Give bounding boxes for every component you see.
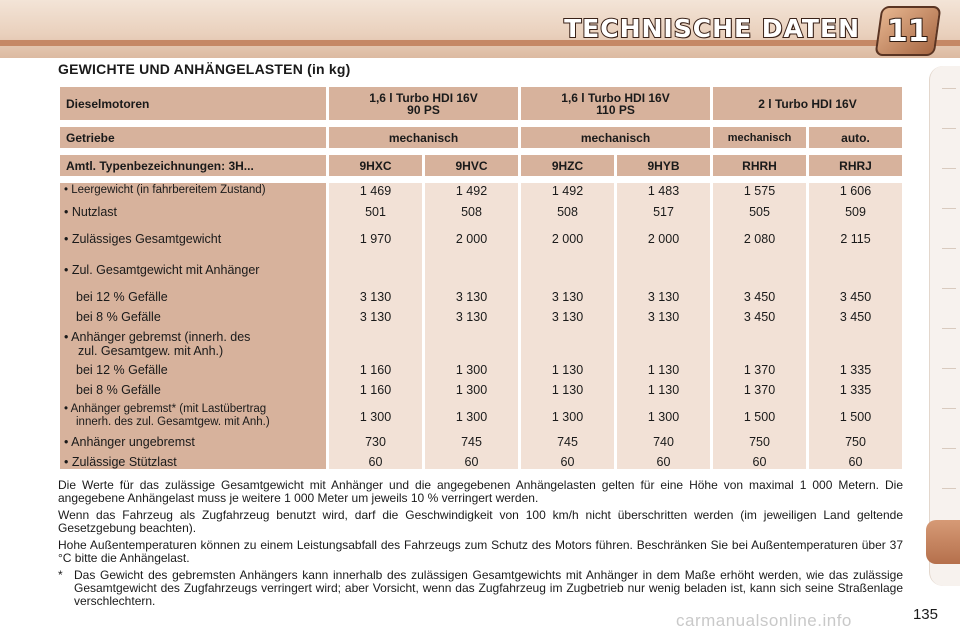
label-lastuebertrag-line2: innerh. des zul. Gesamtgew. mit Anh.) — [76, 416, 270, 428]
gearbox-3: mechanisch — [713, 127, 806, 148]
value-lastuebertrag: 1 500 — [839, 410, 872, 424]
value-zul-12: 3 130 — [647, 290, 680, 304]
value-leergewicht: 1 606 — [839, 184, 872, 198]
value-column — [521, 183, 614, 469]
chapter-badge — [874, 6, 941, 56]
value-zul-12: 3 130 — [359, 290, 392, 304]
value-stuetzlast: 60 — [368, 455, 383, 469]
value-column — [425, 183, 518, 469]
value-geb-8: 1 335 — [839, 383, 872, 397]
page-number: 135 — [912, 606, 938, 623]
note-asterisk — [58, 569, 903, 608]
value-geb-8: 1 130 — [647, 383, 680, 397]
value-lastuebertrag: 1 500 — [743, 410, 776, 424]
value-lastuebertrag: 1 300 — [359, 410, 392, 424]
type-code: 9HYB — [617, 155, 710, 176]
value-stuetzlast: 60 — [752, 455, 767, 469]
value-geb-12: 1 300 — [455, 363, 488, 377]
value-zul-12: 3 450 — [743, 290, 776, 304]
value-geb-12: 1 160 — [359, 363, 392, 377]
gearbox-label: Getriebe — [60, 127, 326, 148]
value-zul-8: 3 130 — [551, 310, 584, 324]
value-leergewicht: 1 492 — [551, 184, 584, 198]
chapter-number: 11 — [887, 13, 929, 49]
value-leergewicht: 1 483 — [647, 184, 680, 198]
note-temperature: Hohe Außentemperaturen können zu einem Leistungsabfall des Fahrzeugs zum Schutz des Motors führen. Beschränken Sie bei Außentemperaturen über 37 °C bitte die Anhängelast. — [58, 538, 903, 565]
gearbox-1: mechanisch — [329, 127, 518, 148]
values-row — [60, 183, 902, 469]
value-nutzlast: 509 — [845, 205, 866, 219]
label-gebremst — [64, 330, 324, 358]
value-lastuebertrag: 1 300 — [455, 410, 488, 424]
label-gesamtgewicht: • Zulässiges Gesamtgewicht — [64, 232, 222, 246]
value-zul-8: 3 130 — [455, 310, 488, 324]
value-geb-12: 1 335 — [839, 363, 872, 377]
label-leergewicht: • Leergewicht (in fahrbereitem Zustand) — [64, 184, 266, 196]
value-gesamtgewicht: 1 970 — [359, 232, 392, 246]
value-column — [329, 183, 422, 469]
asterisk-text: Das Gewicht des gebremsten Anhängers kann innerhalb des zulässigen Gesamtgewichts mit Anhänger in dem Maße erhöht werden, wie das zulässige Gesamtgewicht des Zugfahrzeugs verringert wird; aber Vorsicht, wenn das Zugfahrzeug im Zugbetrieb nur wenig beladen ist, kann sich seine Straßenlage verschlechtern. — [74, 568, 903, 608]
value-ungebremst: 745 — [557, 435, 578, 449]
value-nutzlast: 501 — [365, 205, 386, 219]
value-zul-8: 3 130 — [359, 310, 392, 324]
side-tab-active[interactable] — [926, 520, 960, 564]
type-code: 9HZC — [521, 155, 614, 176]
label-lastuebertrag — [64, 403, 324, 429]
label-stuetzlast: • Zulässige Stützlast — [64, 455, 177, 469]
label-ungebremst: • Anhänger ungebremst — [64, 435, 195, 449]
engine-label: Dieselmotoren — [60, 87, 326, 120]
value-ungebremst: 750 — [845, 435, 866, 449]
value-zul-12: 3 450 — [839, 290, 872, 304]
value-nutzlast: 505 — [749, 205, 770, 219]
value-ungebremst: 730 — [365, 435, 386, 449]
label-geb-8: bei 8 % Gefälle — [76, 383, 161, 397]
value-geb-8: 1 160 — [359, 383, 392, 397]
value-gesamtgewicht: 2 080 — [743, 232, 776, 246]
value-geb-12: 1 370 — [743, 363, 776, 377]
value-gesamtgewicht: 2 000 — [551, 232, 584, 246]
value-leergewicht: 1 575 — [743, 184, 776, 198]
value-column — [713, 183, 806, 469]
label-zul-12: bei 12 % Gefälle — [76, 290, 168, 304]
label-column — [60, 183, 326, 469]
value-nutzlast: 508 — [461, 205, 482, 219]
engine-2-cell — [521, 87, 710, 120]
type-code: 9HVC — [425, 155, 518, 176]
gearbox-4: auto. — [809, 127, 902, 148]
section-title: GEWICHTE UND ANHÄNGELASTEN (in kg) — [58, 61, 351, 77]
label-nutzlast: • Nutzlast — [64, 205, 118, 219]
value-ungebremst: 750 — [749, 435, 770, 449]
value-ungebremst: 745 — [461, 435, 482, 449]
value-zul-12: 3 130 — [455, 290, 488, 304]
value-gesamtgewicht: 2 000 — [455, 232, 488, 246]
value-nutzlast: 517 — [653, 205, 674, 219]
asterisk-mark: * — [58, 568, 63, 582]
note-altitude: Die Werte für das zulässige Gesamtgewicht mit Anhänger und die angegebenen Anhängelasten gelten für eine Höhe von maximal 1 000 Metern. Die angegebene Anhängelast muss je weitere 1 000 Meter um jeweils 10 % verringert werden. — [58, 478, 903, 505]
value-stuetzlast: 60 — [848, 455, 863, 469]
label-gebremst-line1: • Anhänger gebremst (innerh. des — [64, 330, 251, 344]
footnotes — [58, 479, 903, 608]
label-lastuebertrag-line1: • Anhänger gebremst* (mit Lastübertrag — [64, 403, 267, 415]
label-zul-anhaenger: • Zul. Gesamtgewicht mit Anhänger — [64, 263, 260, 277]
label-gebremst-line2: zul. Gesamtgew. mit Anh.) — [78, 344, 224, 358]
engine-2-line2: 110 PS — [596, 102, 635, 117]
value-lastuebertrag: 1 300 — [647, 410, 680, 424]
engine-1-line2: 90 PS — [407, 102, 440, 117]
engine-1-cell — [329, 87, 518, 120]
value-column — [809, 183, 902, 469]
engine-3-cell: 2 l Turbo HDI 16V — [713, 87, 902, 120]
value-stuetzlast: 60 — [464, 455, 479, 469]
value-leergewicht: 1 469 — [359, 184, 392, 198]
value-gesamtgewicht: 2 115 — [840, 232, 871, 246]
value-lastuebertrag: 1 300 — [551, 410, 584, 424]
value-zul-8: 3 450 — [743, 310, 776, 324]
value-geb-8: 1 370 — [743, 383, 776, 397]
value-stuetzlast: 60 — [560, 455, 575, 469]
watermark: carmanualsonline.info — [676, 611, 852, 630]
value-geb-12: 1 130 — [647, 363, 680, 377]
value-geb-12: 1 130 — [551, 363, 584, 377]
engine-1-line1: 1,6 l Turbo HDI 16V — [369, 90, 478, 105]
value-stuetzlast: 60 — [656, 455, 671, 469]
gearbox-2: mechanisch — [521, 127, 710, 148]
weights-table — [57, 84, 905, 472]
value-zul-8: 3 130 — [647, 310, 680, 324]
page-header-title: TECHNISCHE DATEN — [564, 14, 860, 43]
value-geb-8: 1 300 — [455, 383, 488, 397]
value-zul-8: 3 450 — [839, 310, 872, 324]
type-code: RHRJ — [809, 155, 902, 176]
label-geb-12: bei 12 % Gefälle — [76, 363, 168, 377]
type-row — [60, 155, 902, 176]
value-zul-12: 3 130 — [551, 290, 584, 304]
value-nutzlast: 508 — [557, 205, 578, 219]
note-speed: Wenn das Fahrzeug als Zugfahrzeug benutzt wird, darf die Geschwindigkeit von 100 km/h nicht überschritten werden (im jeweiligen Land geltende Gesetzgebung beachten). — [58, 508, 903, 535]
value-geb-8: 1 130 — [551, 383, 584, 397]
value-leergewicht: 1 492 — [455, 184, 488, 198]
value-ungebremst: 740 — [653, 435, 674, 449]
type-code: 9HXC — [329, 155, 422, 176]
type-code: RHRH — [713, 155, 806, 176]
engine-row — [60, 87, 902, 120]
label-zul-8: bei 8 % Gefälle — [76, 310, 161, 324]
gearbox-row — [60, 127, 902, 148]
type-label: Amtl. Typenbezeichnungen: 3H... — [60, 155, 326, 176]
value-column — [617, 183, 710, 469]
engine-2-line1: 1,6 l Turbo HDI 16V — [561, 90, 670, 105]
value-gesamtgewicht: 2 000 — [647, 232, 680, 246]
side-tab-strip — [929, 66, 960, 586]
